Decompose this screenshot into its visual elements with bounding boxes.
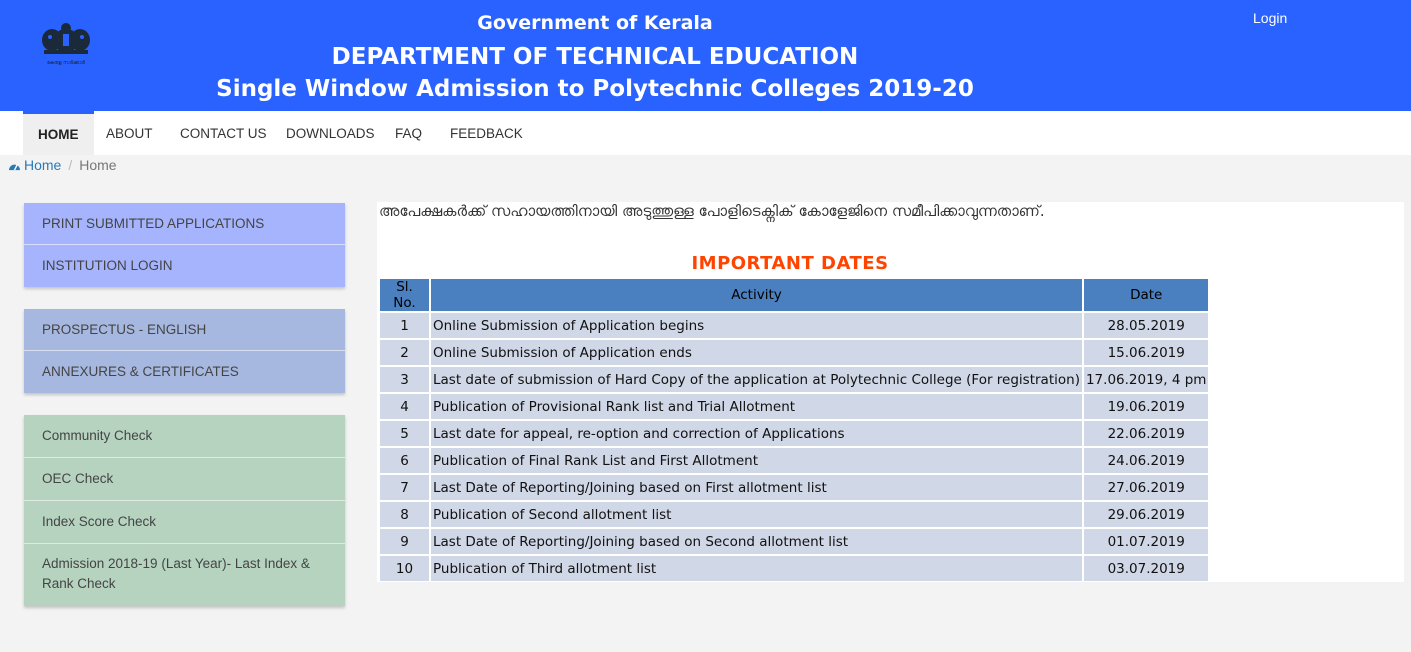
row-sl-no: 8 (380, 502, 429, 527)
row-sl-no: 5 (380, 421, 429, 446)
important-dates-table (378, 277, 1210, 582)
row-activity: Publication of Provisional Rank list and Trial Allotment (431, 394, 1082, 419)
nav-faq[interactable]: FAQ (395, 126, 423, 141)
department-title: DEPARTMENT OF TECHNICAL EDUCATION (331, 44, 859, 70)
site-header (0, 0, 1411, 111)
last-year-index-rank-check-link[interactable]: Admission 2018-19 (Last Year)- Last Index & Rank Check (42, 556, 310, 591)
annexures-certificates-link[interactable]: ANNEXURES & CERTIFICATES (42, 364, 239, 379)
malayalam-notice: അപേക്ഷകർക്ക് സഹായത്തിനായി അടുത്തുള്ള പോളിടെക്നിക് കോളേജിനെ സമീപിക്കാവുന്നതാണ്. (379, 202, 1045, 220)
institution-login-link[interactable]: INSTITUTION LOGIN (42, 258, 173, 273)
table-row (380, 448, 1208, 473)
table-row (380, 394, 1208, 419)
row-sl-no: 6 (380, 448, 429, 473)
table-row (380, 556, 1208, 581)
row-date: 01.07.2019 (1084, 529, 1208, 554)
row-date: 17.06.2019, 4 pm (1084, 367, 1208, 392)
header-date: Date (1084, 279, 1208, 311)
community-check-link[interactable]: Community Check (24, 415, 345, 458)
row-sl-no: 4 (380, 394, 429, 419)
main-nav (0, 111, 1411, 155)
nav-contact-us[interactable]: CONTACT US (180, 126, 267, 141)
breadcrumb-current: Home (79, 157, 117, 173)
row-activity: Last date for appeal, re-option and correction of Applications (431, 421, 1082, 446)
row-activity: Publication of Third allotment list (431, 556, 1082, 581)
nav-downloads[interactable]: DOWNLOADS (286, 126, 375, 141)
header-sl-no: Sl. No. (380, 279, 429, 311)
breadcrumb-separator: / (68, 157, 73, 173)
emblem-caption: കേരള സർക്കാർ (46, 60, 86, 66)
row-activity: Publication of Second allotment list (431, 502, 1082, 527)
breadcrumb-home-link[interactable]: Home (24, 157, 62, 173)
login-link[interactable]: Login (1253, 10, 1288, 26)
table-row (380, 529, 1208, 554)
row-activity: Online Submission of Application ends (431, 340, 1082, 365)
row-sl-no: 1 (380, 313, 429, 338)
government-title: Government of Kerala (477, 12, 713, 34)
index-score-check-link[interactable]: Index Score Check (24, 501, 345, 544)
row-activity: Last Date of Reporting/Joining based on Second allotment list (431, 529, 1082, 554)
row-sl-no: 9 (380, 529, 429, 554)
row-date: 27.06.2019 (1084, 475, 1208, 500)
print-submitted-applications-link[interactable]: PRINT SUBMITTED APPLICATIONS (24, 203, 345, 245)
table-row (380, 502, 1208, 527)
row-sl-no: 3 (380, 367, 429, 392)
table-row (380, 313, 1208, 338)
row-sl-no: 7 (380, 475, 429, 500)
row-date: 15.06.2019 (1084, 340, 1208, 365)
row-activity: Last date of submission of Hard Copy of the application at Polytechnic College (For registration) (431, 367, 1082, 392)
sidebar-group-checks (24, 415, 345, 606)
row-sl-no: 10 (380, 556, 429, 581)
table-row (380, 367, 1208, 392)
row-date: 29.06.2019 (1084, 502, 1208, 527)
dashboard-icon (8, 160, 21, 171)
table-header-row (380, 279, 1208, 311)
oec-check-link[interactable]: OEC Check (24, 458, 345, 501)
table-row (380, 421, 1208, 446)
page-title: Single Window Admission to Polytechnic Colleges 2019-20 (216, 76, 974, 102)
prospectus-english-link[interactable]: PROSPECTUS - ENGLISH (24, 309, 345, 351)
row-date: 22.06.2019 (1084, 421, 1208, 446)
table-row (380, 340, 1208, 365)
breadcrumb (8, 155, 117, 175)
table-row (380, 475, 1208, 500)
row-sl-no: 2 (380, 340, 429, 365)
nav-feedback[interactable]: FEEDBACK (450, 126, 523, 141)
row-activity: Publication of Final Rank List and First Allotment (431, 448, 1082, 473)
sidebar-group-documents (24, 309, 345, 393)
row-date: 03.07.2019 (1084, 556, 1208, 581)
row-date: 24.06.2019 (1084, 448, 1208, 473)
main-content (377, 202, 1404, 582)
header-activity: Activity (431, 279, 1082, 311)
row-activity: Online Submission of Application begins (431, 313, 1082, 338)
nav-about[interactable]: ABOUT (106, 126, 153, 141)
row-activity: Last Date of Reporting/Joining based on First allotment list (431, 475, 1082, 500)
important-dates-heading: IMPORTANT DATES (691, 253, 889, 274)
nav-home[interactable]: HOME (23, 111, 94, 155)
row-date: 28.05.2019 (1084, 313, 1208, 338)
row-date: 19.06.2019 (1084, 394, 1208, 419)
sidebar-group-applications (24, 203, 345, 287)
